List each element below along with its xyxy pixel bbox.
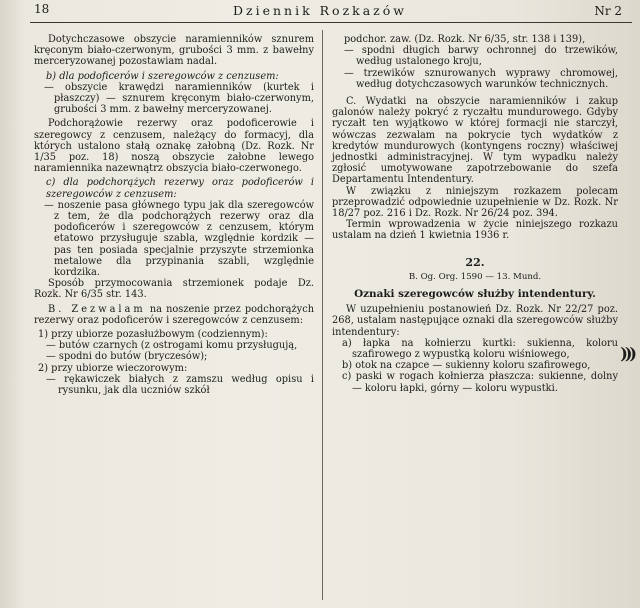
continuation: podchor. zaw. (Dz. Rozk. Nr 6/35, str. 138 i 139), xyxy=(344,34,586,45)
list-item: a) łapka na kołnierzu kurtki: sukienna, koloru szafirowego z wypustką koloru wiśniowego, xyxy=(342,337,618,361)
paragraph: Podchorążowie rezerwy oraz podoficerowie i szeregowcy z cenzusem, należący do formacyj, dla których ustalono stałą oznakę załobną (Dz. Rozk. Nr 1/35 poz. 18) noszą obszycie załobne lewego naramiennika nazewnątrz obszycia biało-czerwonego. xyxy=(34,118,314,175)
subsection-label: b) dla podoficerów i szeregowców z cenzusem: xyxy=(46,70,279,82)
numbered-item: 2) przy ubiorze wieczorowym: xyxy=(38,362,188,374)
list-item: — rękawiczek białych z zamszu według opisu i rysunku, jak dla uczniów szkół xyxy=(46,373,314,397)
paragraph: C. Wydatki na obszycie naramienników i zakup galonów należy pokryć z ryczałtu mundurowego. Gdyby ryczałt ten wyjątkowo w której formacji nie starczył, wówczas zezwalam na pokrycie tych wydatków z kredytów mundurowych (kontyngens roczny) właściwej jednostki administracyjnej. W tym wypadku należy zgłosić umotywowane zapotrzebowanie do szefa Departamentu Intendentury. xyxy=(332,96,618,186)
paragraph: Dotychczasowe obszycie naramienników sznurem kręconym biało-czerwonym, grubości 3 mm. z bawełny merceryzowanej pozostawiam nadal. xyxy=(34,34,314,68)
left-column xyxy=(34,34,314,396)
column-divider xyxy=(322,30,323,600)
paragraph xyxy=(34,304,314,326)
header-rule xyxy=(30,22,632,23)
list-item: — spodni długich barwy ochronnej do trzewików, według ustalonego kroju, xyxy=(344,45,618,68)
page-header xyxy=(0,0,640,20)
journal-title: Dziennik Rozkazów xyxy=(232,3,407,18)
list-item: b) otok na czapce — sukienny koloru szafirowego, xyxy=(342,360,591,372)
right-column xyxy=(332,34,618,394)
item-number: 22. xyxy=(465,255,485,269)
margin-mark: ))) xyxy=(620,344,634,363)
list-item: — noszenie pasa głównego typu jak dla szeregowców z tem, że dla podchorążych rezerwy oraz dla podoficerów i szeregowców z cenzusem, którym etatowo przysługuje szabla, względnie kordzik — pas ten posiada specjalnie przyszyte strzemionka metalowe dla przypinania szabli, względnie kordzika. xyxy=(44,199,314,279)
page-number: 18 xyxy=(34,2,50,16)
paragraph-text: na noszenie przez podchorążych rezerwy oraz podoficerów i szeregowców z cenzusem: xyxy=(34,303,315,326)
list-item: — butów czarnych (z ostrogami komu przysługują, xyxy=(46,340,298,352)
list-item: — trzewików sznurowanych wyprawy chromowej, według dotychczasowych warunków technicznych. xyxy=(344,67,618,90)
numbered-item: 1) przy ubiorze pozasłużbowym (codziennym): xyxy=(38,329,268,341)
paragraph: W związku z niniejszym rozkazem polecam przeprowadzić odpowiednie uzupełnienie w Dz. Rozk. Nr 18/27 poz. 216 i Dz. Rozk. Nr 26/24 poz. 394. xyxy=(332,185,618,220)
list-item: — spodni do butów (bryczesów); xyxy=(46,351,208,363)
list-item: — obszycie krawędzi naramienników (kurtek i płaszczy) — sznurem kręconym biało-czerwonym, grubości 3 mm. z bawełny merceryzowanej. xyxy=(44,81,314,116)
list-item: c) paski w rogach kołnierza płaszcza: sukienne, dolny — koloru łapki, górny — koloru wypustki. xyxy=(342,371,618,394)
reference-line: B. Og. Org. 1590 — 13. Mund. xyxy=(408,271,542,282)
subsection-label: c) dla podchorążych rezerwy oraz podoficerów i szeregowców z cenzusem: xyxy=(46,177,314,200)
note: Sposób przymocowania strzemionek podaje Dz. Rozk. Nr 6/35 str. 143. xyxy=(34,278,314,301)
section-heading: Oznaki szeregowców służby intendentury. xyxy=(354,288,596,301)
paragraph: W uzupełnieniu postanowień Dz. Rozk. Nr 22/27 poz. 268, ustalam następujące oznaki dla szeregowców służby intendentury: xyxy=(332,304,618,338)
paragraph: Termin wprowadzenia w życie niniejszego rozkazu ustalam na dzień 1 kwietnia 1936 r. xyxy=(332,219,618,242)
spaced-word: B. Zezwalam xyxy=(48,303,146,315)
issue-number: Nr 2 xyxy=(594,4,622,18)
